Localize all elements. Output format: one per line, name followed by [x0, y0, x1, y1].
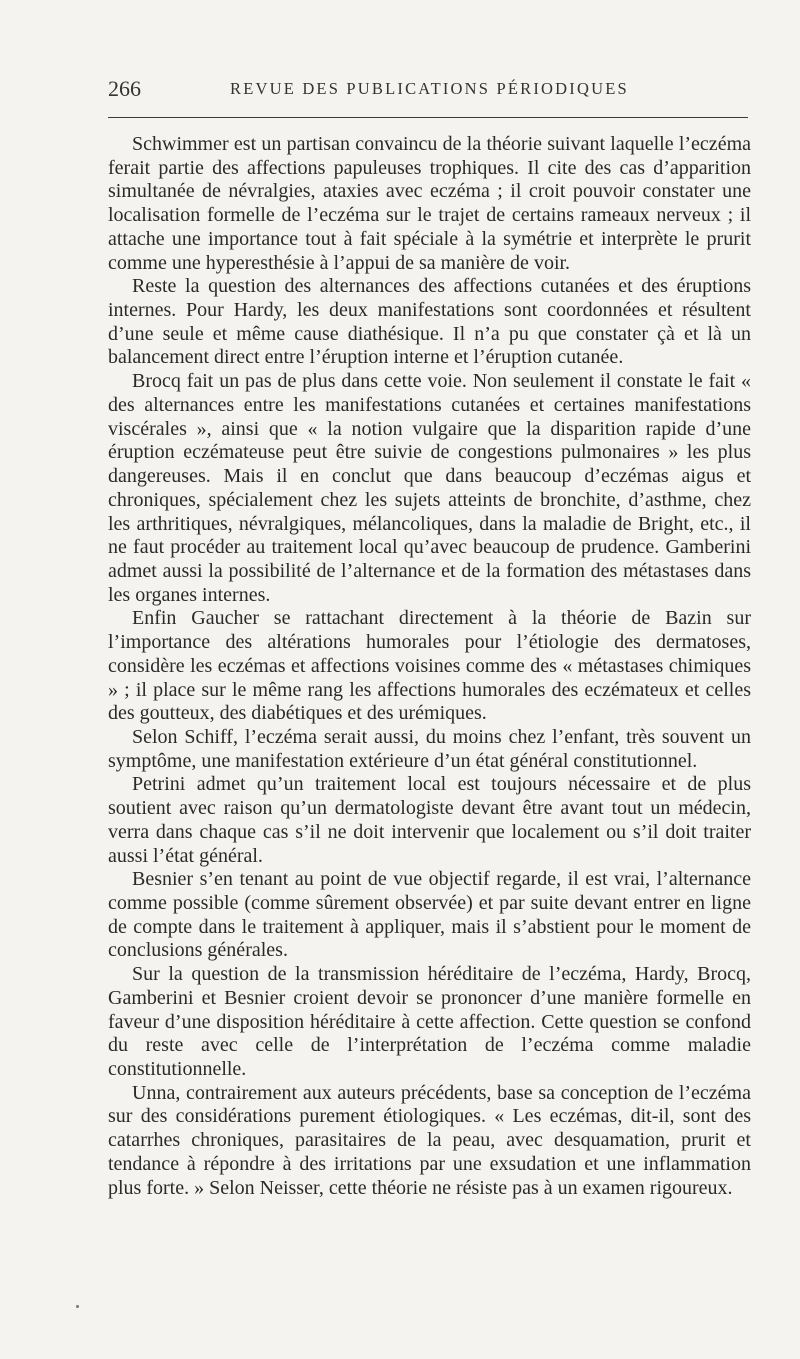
paragraph-petrini: Petrini admet qu’un traitement local est toujours nécessaire et de plus soutient avec raison qu’un dermatologiste devant être avant tout un médecin, verra dans chaque cas s’il ne doit intervenir que localement ou s’il doit traiter aussi l’état général. [108, 773, 751, 867]
paragraph-schwimmer: Schwimmer est un partisan convaincu de la théorie suivant laquelle l’eczéma ferait partie des affections papuleuses trophiques. Il cite des cas d’apparition simultanée de névralgies, ataxies avec eczéma ; il croit pouvoir constater une localisation formelle de l’eczéma sur le trajet de certains rameaux nerveux ; il attache une importance tout à fait spéciale à la symétrie et interprète le prurit comme une hyperesthésie à l’appui de sa manière de voir. [108, 133, 751, 274]
paragraph-schiff: Selon Schiff, l’eczéma serait aussi, du moins chez l’enfant, très souvent un symptôme, une manifestation extérieure d’un état général constitutionnel. [108, 725, 751, 772]
body-text [108, 133, 751, 1200]
paragraph-gaucher: Enfin Gaucher se rattachant directement à la théorie de Bazin sur l’importance des altérations humorales pour l’étiologie des dermatoses, considère les eczémas et affections voisines comme des « métastases chimiques » ; il place sur le même rang les affections humorales des eczémateux et celles des goutteux, des diabétiques et des urémiques. [108, 607, 751, 725]
paragraph-brocq: Brocq fait un pas de plus dans cette voie. Non seulement il constate le fait « des alternances entre les manifestations cutanées et certaines manifestations viscérales », ainsi que « la notion vulgaire que la disparition rapide d’une éruption eczémateuse peut être suivie de congestions pulmonaires » les plus dangereuses. Mais il en conclut que dans beaucoup d’eczémas aigus et chroniques, spécialement chez les sujets atteints de bronchite, d’asthme, chez les arthritiques, névralgiques, mélancoliques, dans la maladie de Bright, etc., il ne faut procéder au traitement local qu’avec beaucoup de prudence. Gamberini admet aussi la possibilité de l’alternance et de la formation des métastases dans les organes internes. [108, 370, 751, 606]
paragraph-heredite: Sur la question de la transmission héréditaire de l’eczéma, Hardy, Brocq, Gamberini et Besnier croient devoir se prononcer d’une manière formelle en faveur d’une disposition héréditaire à cette affection. Cette question se confond du reste avec celle de l’interprétation de l’eczéma comme maladie constitutionnelle. [108, 963, 751, 1081]
paragraph-unna: Unna, contrairement aux auteurs précédents, base sa conception de l’eczéma sur des considérations purement étiologiques. « Les eczémas, dit-il, sont des catarrhes chroniques, parasitaires de la peau, avec desquamation, prurit et tendance à répondre à des irritations par une exsudation et une inflammation plus forte. » Selon Neisser, cette théorie ne résiste pas à un examen rigoureux. [108, 1081, 751, 1199]
paragraph-besnier: Besnier s’en tenant au point de vue objectif regarde, il est vrai, l’alternance comme possible (comme sûrement observée) et par suite devant entrer en ligne de compte dans le traitement à appliquer, mais il s’abstient pour le moment de conclusions générales. [108, 868, 751, 962]
paper-speck [76, 1305, 79, 1308]
page-header [108, 76, 748, 104]
page-number: 266 [108, 76, 141, 101]
running-title: REVUE DES PUBLICATIONS PÉRIODIQUES [230, 79, 629, 98]
paragraph-alternances: Reste la question des alternances des affections cutanées et des éruptions internes. Pour Hardy, les deux manifestations sont coordonnées et résultent d’une seule et même cause diathésique. Il n’a pu que constater çà et là un balancement direct entre l’éruption interne et l’éruption cutanée. [108, 275, 751, 369]
header-rule [108, 117, 748, 118]
